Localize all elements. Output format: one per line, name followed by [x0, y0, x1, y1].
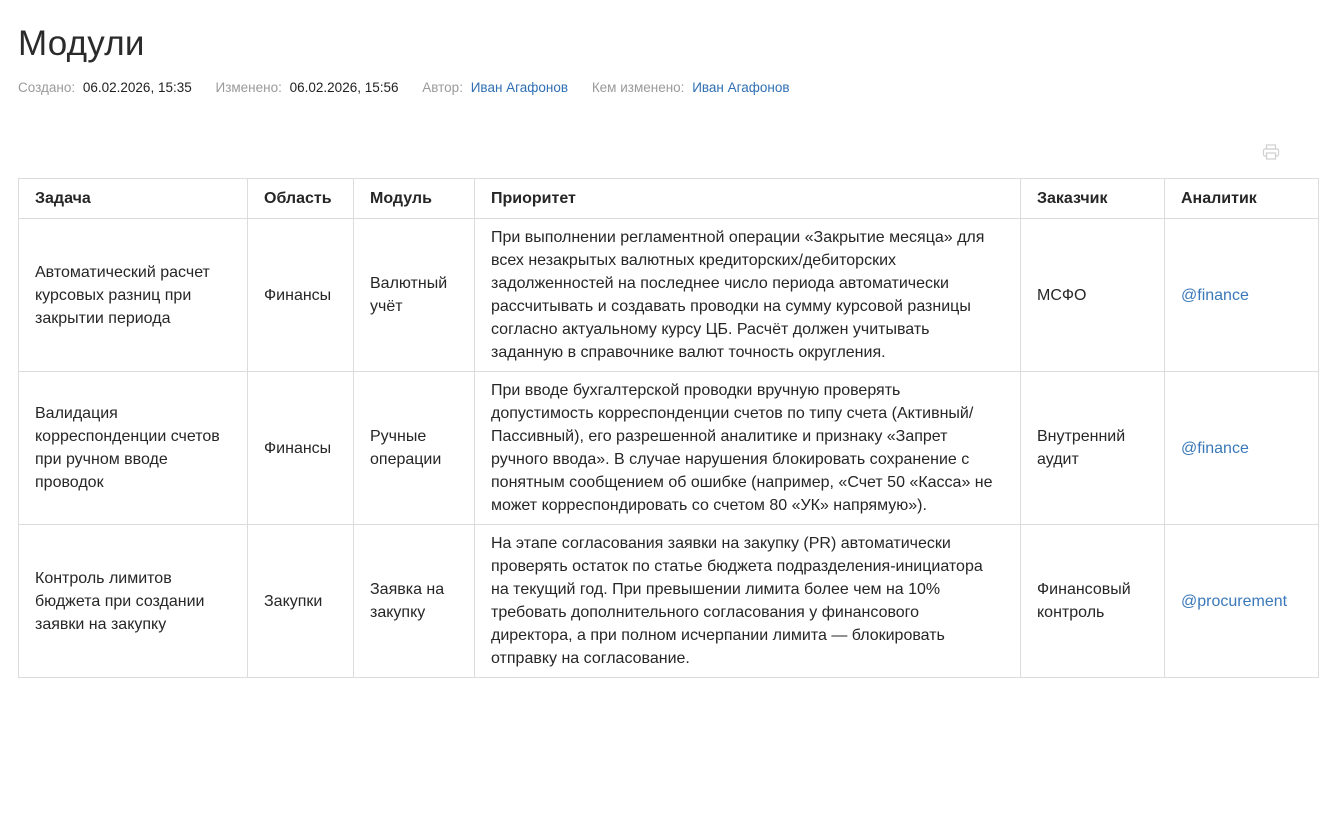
table-row [19, 525, 1319, 678]
column-header-task: Задача [19, 179, 248, 219]
column-header-priority: Приоритет [475, 179, 1021, 219]
created-label: Создано: [18, 80, 76, 95]
modified-label: Изменено: [215, 80, 282, 95]
table-header-row [19, 179, 1319, 219]
modules-table-container [18, 178, 1318, 678]
author-info [422, 79, 568, 97]
analyst-cell [1165, 525, 1319, 678]
module-cell: Заявка на закупку [354, 525, 475, 678]
print-button[interactable] [1262, 143, 1280, 161]
author-label: Автор: [422, 80, 463, 95]
task-cell: Контроль лимитов бюджета при создании заявки на закупку [19, 525, 248, 678]
priority-cell: На этапе согласования заявки на закупку (PR) автоматически проверять остаток по статье бюджета подразделения-инициатора на текущий год. При превышении лимита более чем на 10% требовать дополнительного согласования у финансового директора, а при полном исчерпании лимита — блокировать отправку на согласование. [475, 525, 1021, 678]
table-row [19, 372, 1319, 525]
analyst-mention-link[interactable]: @finance [1181, 439, 1249, 457]
column-header-analyst: Аналитик [1165, 179, 1319, 219]
analyst-mention-link[interactable]: @procurement [1181, 592, 1288, 610]
modules-table [18, 178, 1319, 678]
modified-value: 06.02.2026, 15:56 [289, 80, 399, 95]
column-header-area: Область [248, 179, 354, 219]
column-header-module: Модуль [354, 179, 475, 219]
module-cell: Валютный учёт [354, 219, 475, 372]
area-cell: Закупки [248, 525, 354, 678]
area-cell: Финансы [248, 219, 354, 372]
created-value: 06.02.2026, 15:35 [82, 80, 192, 95]
analyst-cell [1165, 372, 1319, 525]
author-link[interactable]: Иван Агафонов [470, 80, 569, 95]
modified-by-link[interactable]: Иван Агафонов [692, 80, 790, 95]
modified-by-info [592, 79, 790, 97]
customer-cell: Внутренний аудит [1021, 372, 1165, 525]
modified-info [216, 79, 399, 97]
task-cell: Автоматический расчет курсовых разниц при закрытии периода [19, 219, 248, 372]
customer-cell: МСФО [1021, 219, 1165, 372]
printer-icon [1262, 143, 1280, 161]
analyst-cell [1165, 219, 1319, 372]
task-cell: Валидация корреспонденции счетов при ручном вводе проводок [19, 372, 248, 525]
column-header-customer: Заказчик [1021, 179, 1165, 219]
analyst-mention-link[interactable]: @finance [1181, 286, 1249, 304]
priority-cell: При вводе бухгалтерской проводки вручную проверять допустимость корреспонденции счетов по типу счета (Активный/Пассивный), его разрешенной аналитике и признаку «Запрет ручного ввода». В случае нарушения блокировать сохранение с понятным сообщением об ошибке (например, «Счет 50 «Касса» не может корреспондировать со счетом 80 «УК» напрямую»). [475, 372, 1021, 525]
customer-cell: Финансовый контроль [1021, 525, 1165, 678]
module-cell: Ручные операции [354, 372, 475, 525]
modified-by-label: Кем изменено: [591, 80, 685, 95]
page-metadata [18, 79, 810, 97]
table-row [19, 219, 1319, 372]
created-info [18, 79, 192, 97]
priority-cell: При выполнении регламентной операции «Закрытие месяца» для всех незакрытых валютных кредиторских/дебиторских задолженностей на последнее число периода автоматически рассчитывать и создавать проводки на сумму курсовой разницы согласно актуальному курсу ЦБ. Расчёт должен учитывать заданную в справочнике валют точность округления. [475, 219, 1021, 372]
area-cell: Финансы [248, 372, 354, 525]
page-title: Модули [18, 24, 145, 63]
